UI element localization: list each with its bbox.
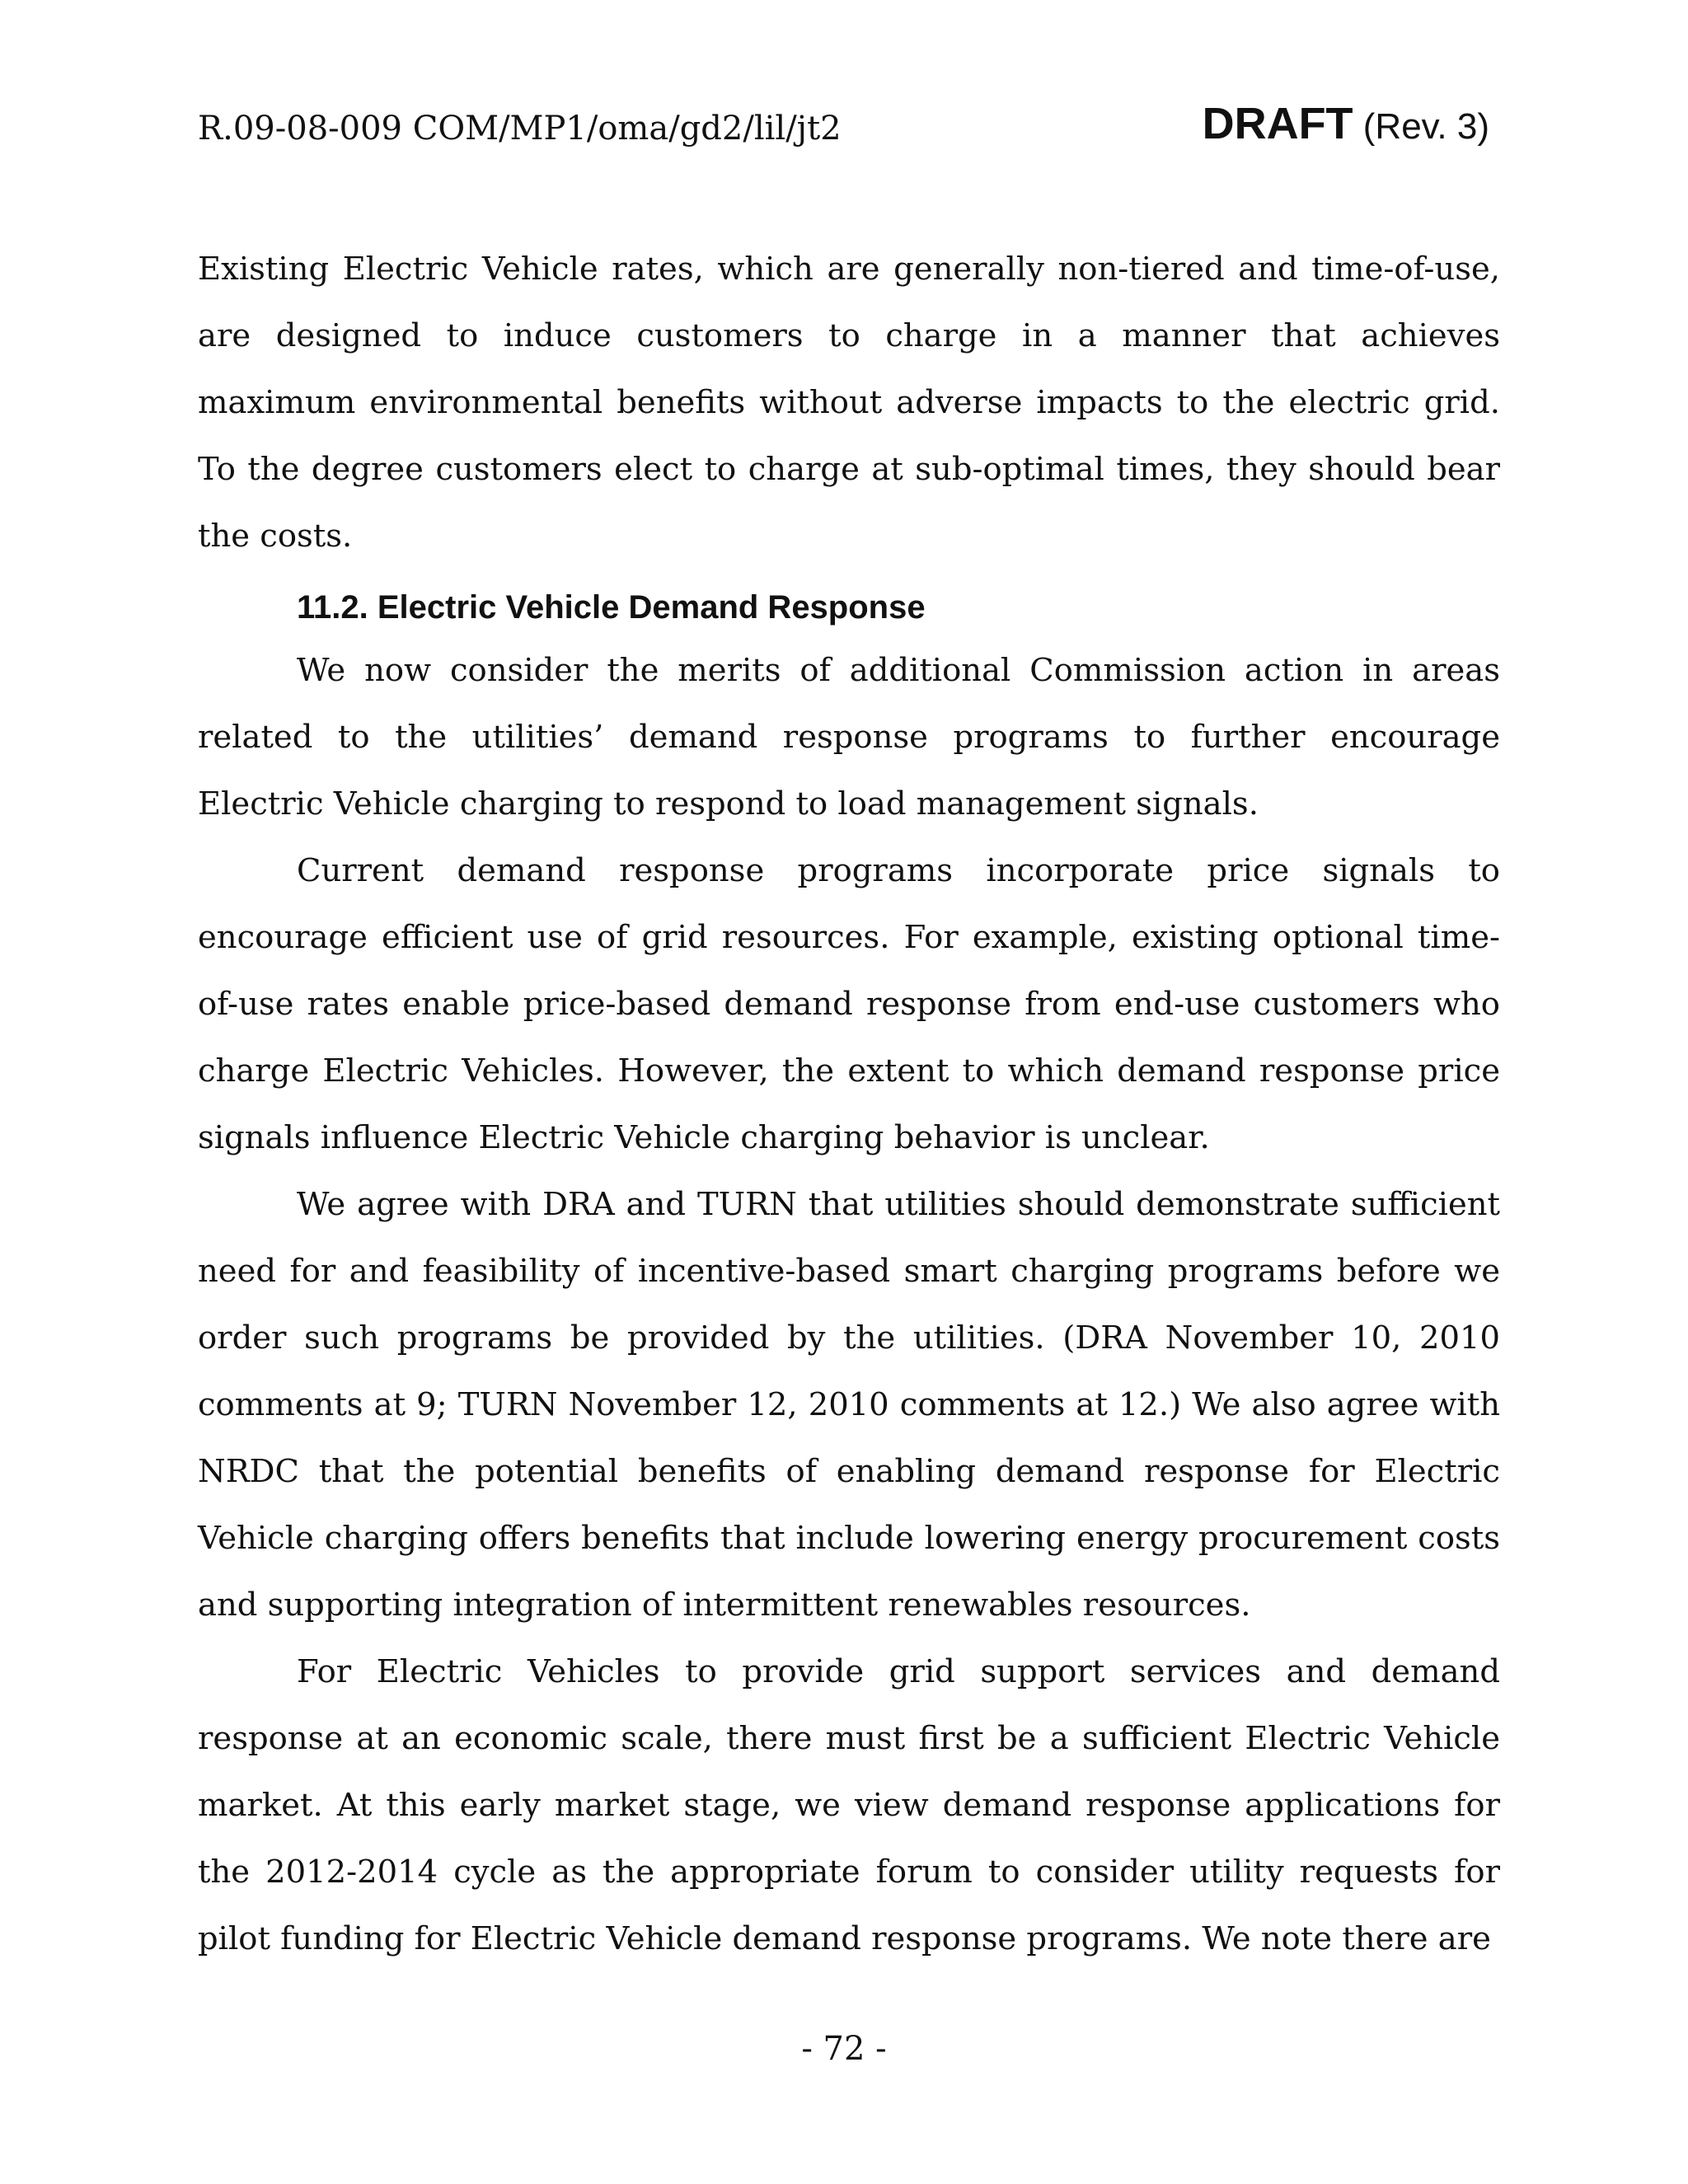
paragraph-existing-ev-rates: Existing Electric Vehicle rates, which are generally non-tiered and time-of-use, are designed to induce customers to charge in a manner that achieves maximum environmental benefits without adverse impacts to the electric grid. To the degree customers elect to charge at sub-optimal times, they should bear the costs. <box>198 251 1500 555</box>
paragraph-dra-turn-agreement: We agree with DRA and TURN that utilities should demonstrate sufficient need for and feasibility of incentive-based smart charging programs before we order such programs be provided by the utilities. (DRA November 10, 2010 comments at 9; TURN November 12, 2010 comments at 12.) We also agree with NRDC that the potential benefits of enabling demand response for Electric Vehicle charging offers benefits that include lowering energy procurement costs and supporting integration of intermittent renewables resources. <box>198 1186 1500 1624</box>
paragraph-grid-support: For Electric Vehicles to provide grid support services and demand response at an economic scale, there must first be a sufficient Electric Vehicle market. At this early market stage, we view demand response applications for the 2012-2014 cycle as the appropriate forum to consider utility requests for pilot funding for Electric Vehicle demand response programs. We note there are <box>198 1653 1500 1957</box>
page-number: - 72 - <box>801 2030 887 2068</box>
revision-label: (Rev. 3) <box>1362 106 1489 147</box>
docket-number: R.09-08-009 COM/MP1/oma/gd2/lil/jt2 <box>198 110 842 148</box>
document-body <box>198 236 1500 1972</box>
paragraph-commission-action: We now consider the merits of additional Commission action in areas related to the utilities’ demand response programs to further encourage Electric Vehicle charging to respond to load management signals. <box>198 652 1500 823</box>
draft-revision-label <box>1203 99 1489 152</box>
section-heading-ev-demand-response: 11.2. Electric Vehicle Demand Response <box>297 589 926 626</box>
draft-label: DRAFT <box>1202 99 1353 148</box>
paragraph-current-programs: Current demand response programs incorporate price signals to encourage efficient use of grid resources. For example, existing optional time-of-use rates enable price-based demand response from end-use customers who charge Electric Vehicles. However, the extent to which demand response price signals influence Electric Vehicle charging behavior is unclear. <box>198 852 1500 1156</box>
